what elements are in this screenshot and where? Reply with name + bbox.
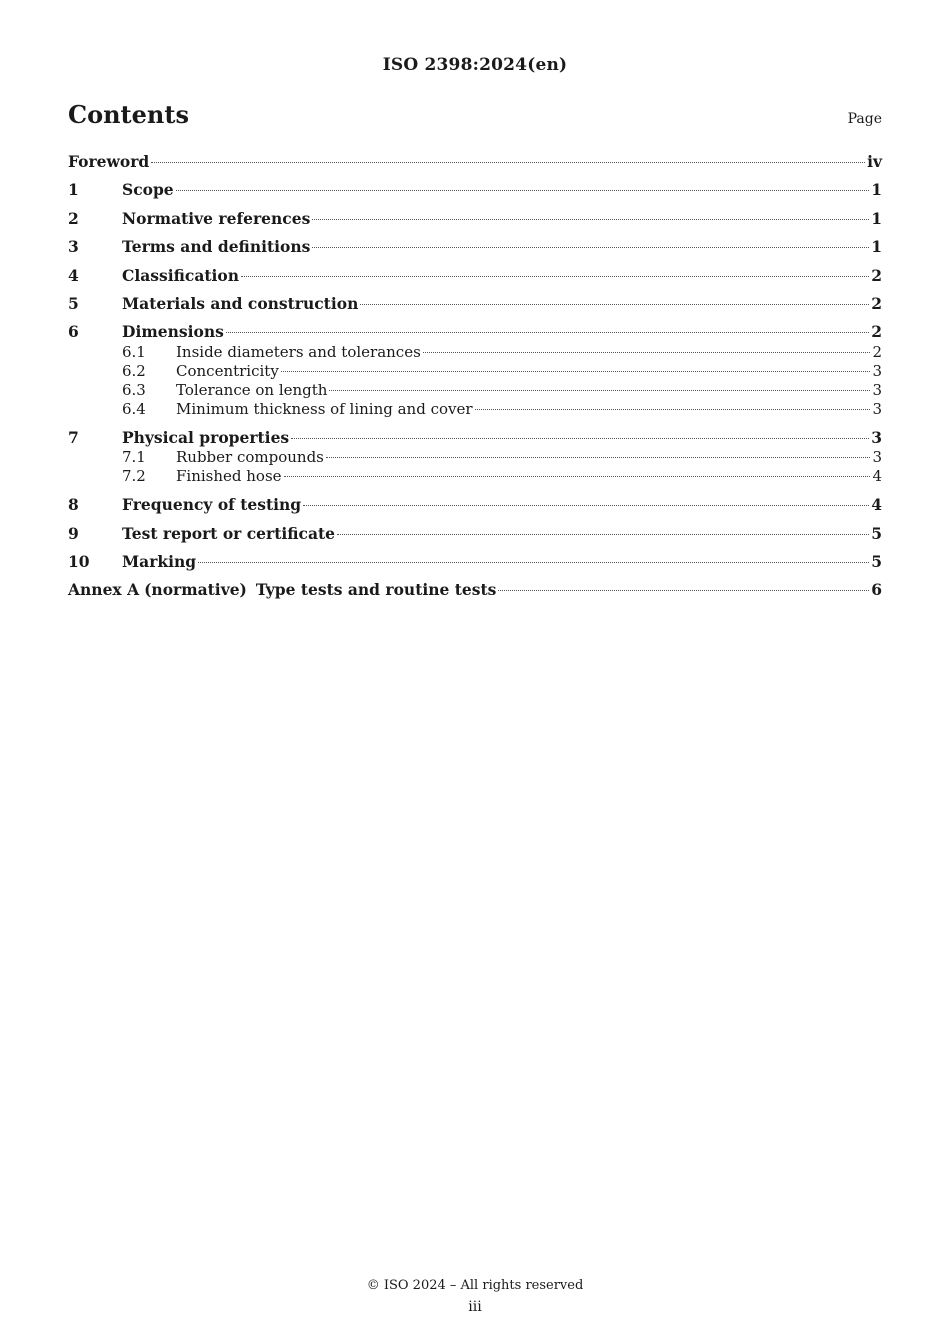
dot-leader xyxy=(312,247,869,248)
toc-entry-10[interactable] xyxy=(68,552,882,580)
toc-entry-title: Finished hose xyxy=(176,467,282,486)
toc-entry-title: Frequency of testing xyxy=(122,495,302,515)
toc-entry-page: 5 xyxy=(871,551,882,571)
toc-entry-5[interactable] xyxy=(68,294,882,322)
toc-entry-number: 7.1 xyxy=(122,448,146,467)
dot-leader xyxy=(360,304,869,305)
dot-leader xyxy=(198,562,869,563)
toc-entry-page: 3 xyxy=(872,361,882,380)
dot-leader xyxy=(423,352,871,353)
dot-leader xyxy=(303,505,869,506)
toc-entry-7-1[interactable] xyxy=(68,448,882,467)
toc-entry-title: Dimensions xyxy=(122,322,224,342)
toc-entry-title: Classification xyxy=(122,265,240,285)
toc-entry-number: 9 xyxy=(68,523,79,543)
toc-entry-number: 4 xyxy=(68,265,79,285)
dot-leader xyxy=(475,409,871,410)
toc-entry-title: Concentricity xyxy=(176,361,279,380)
document-header: ISO 2398:2024(en) xyxy=(382,55,568,75)
toc-entry-title: Tolerance on length xyxy=(176,380,328,399)
toc-entry-2[interactable] xyxy=(68,209,882,237)
toc-entry-title: Foreword xyxy=(68,152,150,171)
dot-leader xyxy=(151,162,865,163)
toc-entry-6-4[interactable] xyxy=(68,400,882,419)
dot-leader xyxy=(284,476,871,477)
toc-entry-6-1[interactable] xyxy=(68,343,882,362)
toc-entry-number: 6 xyxy=(68,322,79,342)
toc-entry-7-2[interactable] xyxy=(68,467,882,486)
toc-entry-foreword[interactable] xyxy=(68,152,882,180)
dot-leader xyxy=(176,190,870,191)
toc-entry-1[interactable] xyxy=(68,180,882,208)
page-column-label: Page xyxy=(847,111,882,127)
toc-entry-number: 2 xyxy=(68,208,79,228)
toc-entry-number: 5 xyxy=(68,293,79,313)
toc-entry-page: 1 xyxy=(871,180,882,200)
dot-leader xyxy=(312,219,869,220)
toc-entry-number: 8 xyxy=(68,495,79,515)
page-number: iii xyxy=(468,1299,482,1315)
toc-entry-page: 4 xyxy=(872,467,882,486)
dot-leader xyxy=(281,371,871,372)
toc-entry-number: 6.2 xyxy=(122,361,146,380)
toc-entry-title: Minimum thickness of lining and cover xyxy=(176,399,473,418)
dot-leader xyxy=(326,457,871,458)
toc-entry-title: Materials and construction xyxy=(122,293,359,313)
toc-entry-3[interactable] xyxy=(68,237,882,265)
toc-entry-4[interactable] xyxy=(68,266,882,294)
toc-entry-number: 7.2 xyxy=(122,467,146,486)
toc-entry-page: 2 xyxy=(871,322,882,342)
copyright-notice: © ISO 2024 – All rights reserved xyxy=(366,1278,584,1293)
annex-label: Annex A xyxy=(68,580,140,600)
toc-entry-title: Rubber compounds xyxy=(176,448,324,467)
toc-entry-annex-a[interactable] xyxy=(68,580,882,608)
toc-entry-page: 2 xyxy=(872,342,882,361)
table-of-contents xyxy=(68,152,882,609)
contents-heading: Contents xyxy=(68,100,189,129)
toc-entry-title: Normative references xyxy=(122,208,311,228)
toc-entry-title: Inside diameters and tolerances xyxy=(176,342,421,361)
toc-entry-number: 6.3 xyxy=(122,380,146,399)
toc-entry-8[interactable] xyxy=(68,495,882,523)
dot-leader xyxy=(329,390,870,391)
toc-entry-number: 7 xyxy=(68,427,79,447)
toc-entry-page: 3 xyxy=(872,399,882,418)
toc-entry-page: 1 xyxy=(871,208,882,228)
toc-entry-number: 1 xyxy=(68,180,79,200)
toc-entry-9[interactable] xyxy=(68,524,882,552)
dot-leader xyxy=(337,534,869,535)
toc-entry-page: 1 xyxy=(871,237,882,257)
toc-entry-title: Test report or certificate xyxy=(122,523,336,543)
toc-entry-number: 3 xyxy=(68,237,79,257)
dot-leader xyxy=(291,438,869,439)
toc-entry-title: Type tests and routine tests xyxy=(255,580,497,600)
toc-entry-6-3[interactable] xyxy=(68,381,882,400)
toc-entry-title: Marking xyxy=(122,551,197,571)
dot-leader xyxy=(498,590,869,591)
annex-qualifier: (normative) xyxy=(144,580,247,600)
toc-entry-number: 10 xyxy=(68,551,90,571)
toc-entry-page: 5 xyxy=(871,523,882,543)
toc-entry-page: 3 xyxy=(871,427,882,447)
toc-entry-page: 3 xyxy=(872,448,882,467)
dot-leader xyxy=(226,332,869,333)
toc-entry-page: 3 xyxy=(872,380,882,399)
toc-entry-6-2[interactable] xyxy=(68,362,882,381)
toc-entry-page: 4 xyxy=(871,495,882,515)
toc-entry-title: Scope xyxy=(122,180,174,200)
dot-leader xyxy=(241,276,869,277)
toc-entry-page: 2 xyxy=(871,293,882,313)
toc-entry-title: Physical properties xyxy=(122,427,290,447)
toc-entry-number: 6.4 xyxy=(122,399,146,418)
toc-entry-page: 6 xyxy=(871,580,882,600)
toc-entry-page: iv xyxy=(867,152,882,171)
toc-entry-number: 6.1 xyxy=(122,342,146,361)
toc-entry-title: Terms and definitions xyxy=(122,237,311,257)
toc-entry-page: 2 xyxy=(871,265,882,285)
